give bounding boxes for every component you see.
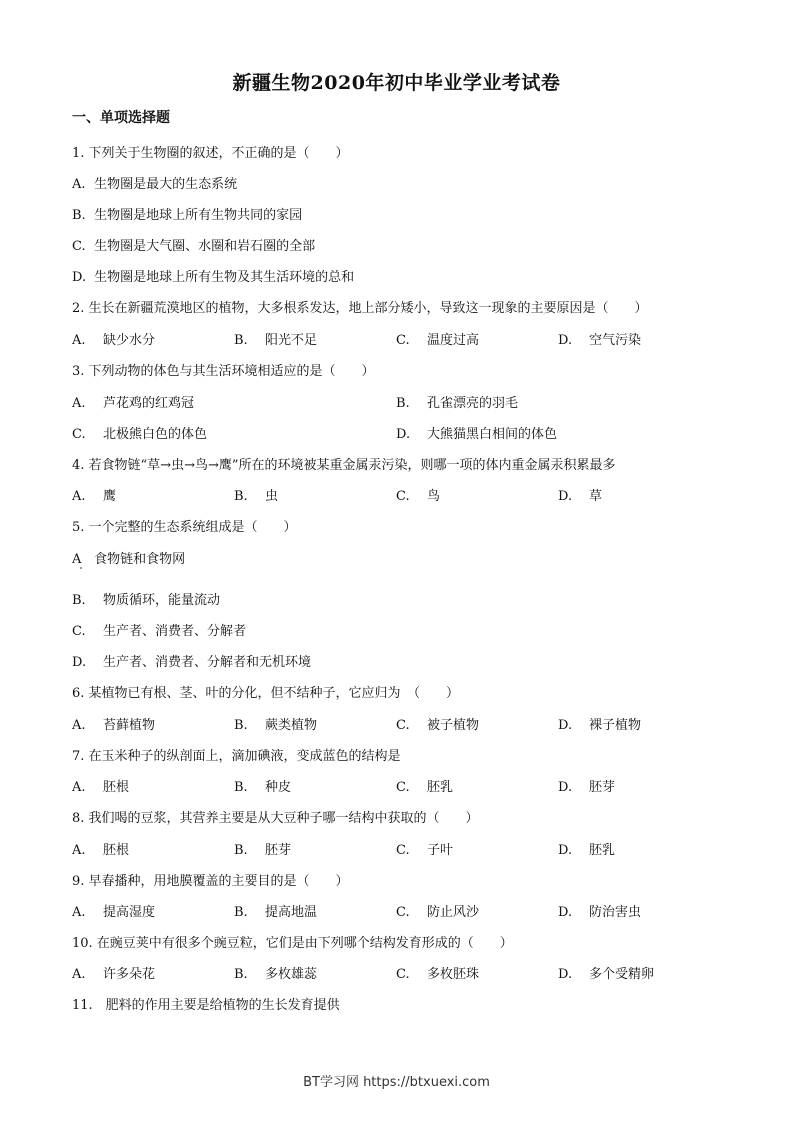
q8-option-d: D. 胚乳 — [558, 843, 616, 858]
question-2: 2. 生长在新疆荒漠地区的植物，大多根系发达，地上部分矮小，导致这一现象的主要原因是（ ） — [72, 301, 648, 316]
q1-option-b: B. 生物圈是地球上所有生物共同的家园 — [72, 208, 303, 223]
exam-title: 新疆生物2020年初中毕业学业考试卷 — [232, 72, 561, 94]
question-6: 6. 某植物已有根、茎、叶的分化，但不结种子，它应归为 （ ） — [72, 686, 460, 701]
q1-option-a: A. 生物圈是最大的生态系统 — [72, 177, 238, 192]
q10-option-d: D. 多个受精卵 — [558, 967, 655, 982]
q5-option-d: D. 生产者、消费者、分解者和无机环境 — [72, 655, 312, 670]
stray-dot — [80, 567, 82, 569]
q1-option-d: D. 生物圈是地球上所有生物及其生活环境的总和 — [72, 270, 355, 285]
q9-option-a: A. 提高湿度 — [72, 905, 156, 920]
question-8: 8. 我们喝的豆浆，其营养主要是从大豆种子哪一结构中获取的（ ） — [72, 811, 479, 826]
q7-option-a: A. 胚根 — [72, 780, 130, 795]
q6-option-d: D. 裸子植物 — [558, 718, 642, 733]
q2-option-d: D. 空气污染 — [558, 333, 642, 348]
question-11: 11. 肥料的作用主要是给植物的生长发育提供 — [72, 998, 340, 1013]
q7-option-c: C. 胚乳 — [396, 780, 454, 795]
question-4: 4. 若食物链“草→虫→鸟→鹰”所在的环境被某重金属汞污染，则哪一项的体内重金属汞积累最多 — [72, 458, 616, 473]
q10-option-b: B. 多枚雄蕊 — [234, 967, 318, 982]
q2-option-c: C. 温度过高 — [396, 333, 480, 348]
q4-option-c: C. 鸟 — [396, 489, 441, 504]
q8-option-a: A. 胚根 — [72, 843, 130, 858]
q10-option-c: C. 多枚胚珠 — [396, 967, 480, 982]
q9-option-c: C. 防止风沙 — [396, 905, 480, 920]
q5-option-b: B. 物质循环，能量流动 — [72, 593, 221, 608]
q7-option-b: B. 种皮 — [234, 780, 292, 795]
footer-watermark: BT学习网 https://btxuexi.com — [303, 1075, 490, 1090]
q6-option-c: C. 被子植物 — [396, 718, 480, 733]
q2-option-b: B. 阳光不足 — [234, 333, 318, 348]
question-1: 1. 下列关于生物圈的叙述，不正确的是（ ） — [72, 146, 349, 161]
q1-option-c: C. 生物圈是大气圈、水圈和岩石圈的全部 — [72, 239, 316, 254]
q4-option-a: A. 鹰 — [72, 489, 117, 504]
q9-option-d: D. 防治害虫 — [558, 905, 642, 920]
q6-option-b: B. 蕨类植物 — [234, 718, 318, 733]
q3-option-a: A. 芦花鸡的红鸡冠 — [72, 396, 195, 411]
q10-option-a: A. 许多朵花 — [72, 967, 156, 982]
q5-option-a: A 食物链和食物网 — [72, 552, 186, 567]
q3-option-c: C. 北极熊白色的体色 — [72, 427, 208, 442]
q4-option-b: B. 虫 — [234, 489, 279, 504]
question-9: 9. 早春播种，用地膜覆盖的主要目的是（ ） — [72, 874, 349, 889]
q4-option-d: D. 草 — [558, 489, 603, 504]
question-10: 10. 在豌豆荚中有很多个豌豆粒，它们是由下列哪个结构发育形成的（ ） — [72, 936, 513, 951]
q6-option-a: A. 苔藓植物 — [72, 718, 156, 733]
q7-option-d: D. 胚芽 — [558, 780, 616, 795]
q8-option-c: C. 子叶 — [396, 843, 454, 858]
q2-option-a: A. 缺少水分 — [72, 333, 156, 348]
q3-option-d: D. 大熊猫黑白相间的体色 — [396, 427, 558, 442]
section-title: 一、单项选择题 — [72, 110, 170, 126]
question-5: 5. 一个完整的生态系统组成是（ ） — [72, 520, 297, 535]
q3-option-b: B. 孔雀漂亮的羽毛 — [396, 396, 519, 411]
question-7: 7. 在玉米种子的纵剖面上，滴加碘液，变成蓝色的结构是 — [72, 749, 401, 764]
q9-option-b: B. 提高地温 — [234, 905, 318, 920]
q8-option-b: B. 胚芽 — [234, 843, 292, 858]
q5-option-c: C. 生产者、消费者、分解者 — [72, 624, 247, 639]
question-3: 3. 下列动物的体色与其生活环境相适应的是（ ） — [72, 364, 375, 379]
